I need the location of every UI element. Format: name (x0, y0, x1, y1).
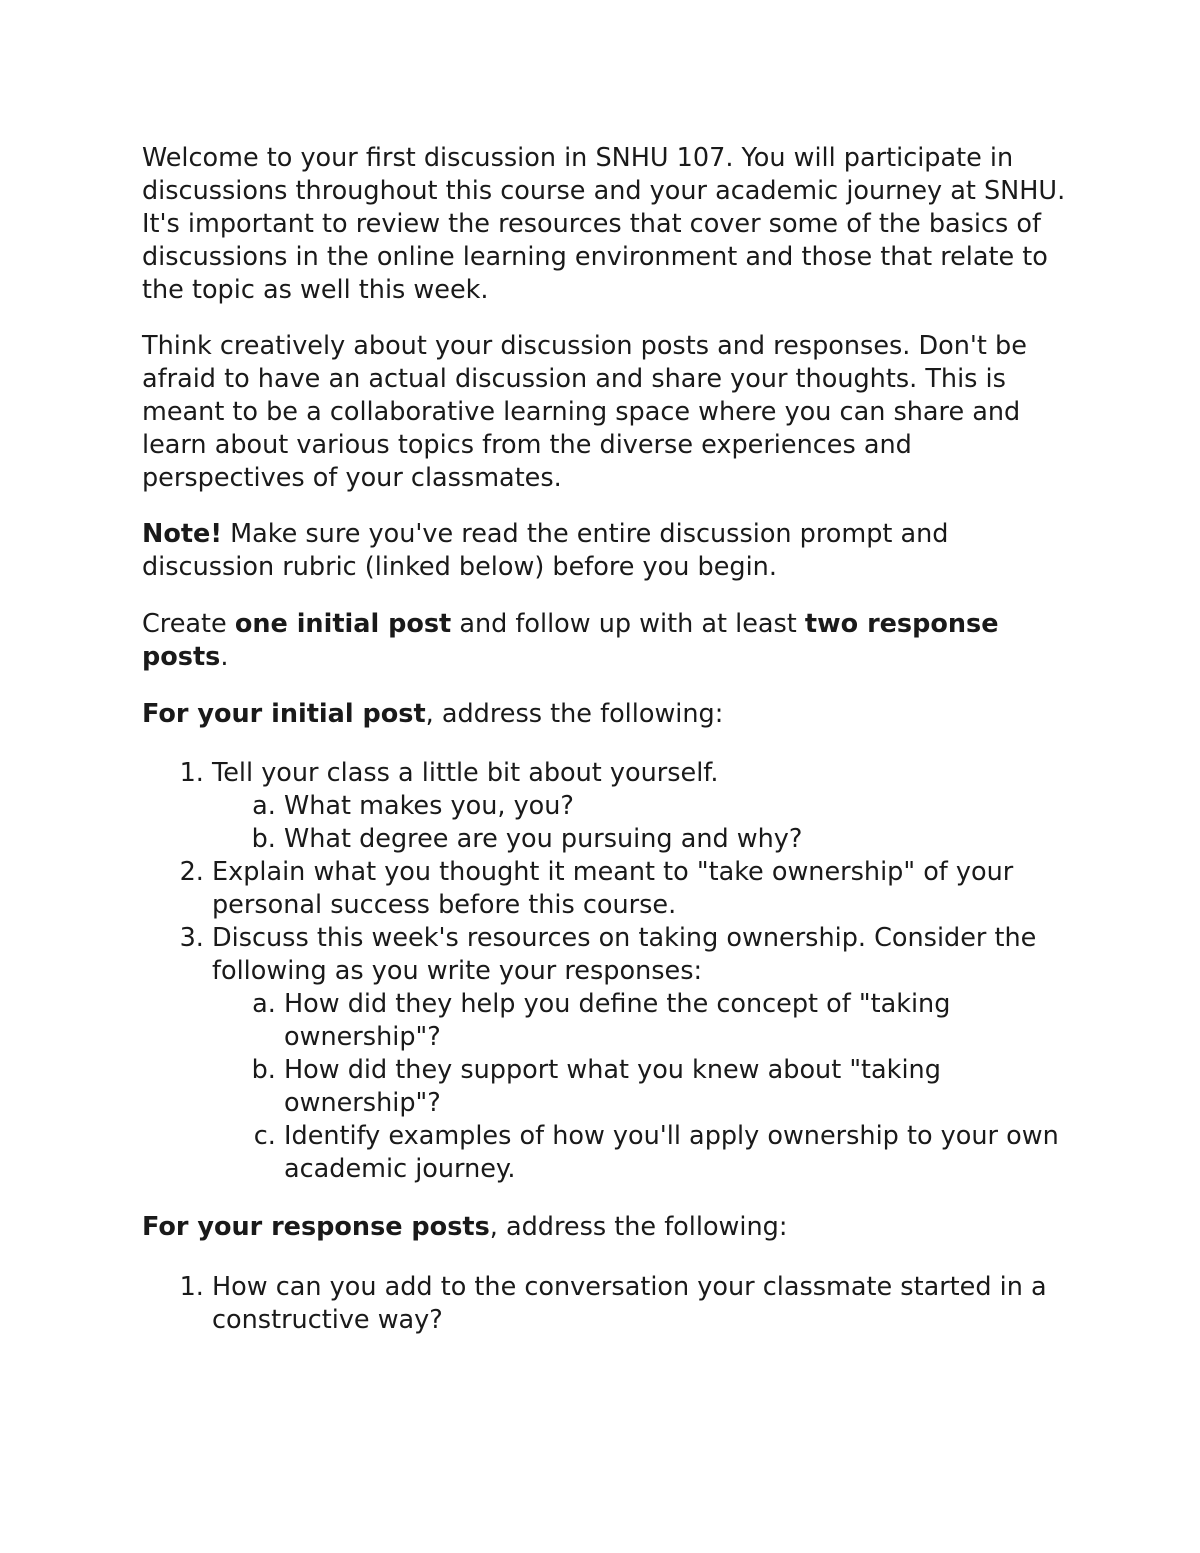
list-item (212, 856, 1082, 922)
list-item-text: Tell your class a little bit about yourself. (212, 758, 719, 788)
response-post-heading (142, 1211, 1082, 1244)
sub-list-item: a. How did they help you define the concept of "taking ownership"? (284, 988, 1082, 1054)
list-item-text: Explain what you thought it meant to "take ownership" of your personal success before this course. (212, 857, 1014, 920)
list-item (212, 1271, 1082, 1337)
sub-list-item: c. Identify examples of how you'll apply ownership to your own academic journey. (284, 1120, 1082, 1186)
initial-heading-rest: , address the following: (425, 699, 724, 729)
create-pre: Create (142, 609, 235, 639)
response-post-list (142, 1271, 1082, 1337)
intro-paragraph: Welcome to your first discussion in SNHU 107. You will participate in discussions throughout this course and your academic journey at SNHU. It's important to review the resources that cover some of the basics of discussions in the online learning environment and those that relate to the topic as well this week. (142, 143, 1066, 305)
initial-post-list (142, 757, 1082, 1186)
note-paragraph (142, 518, 1082, 584)
create-bold-initial: one initial post (234, 609, 452, 639)
sub-list-item: a. What makes you, you? (284, 790, 1082, 823)
creative-paragraph: Think creatively about your discussion posts and responses. Don't be afraid to have an actual discussion and share your thoughts. This is meant to be a collaborative learning space where you can share and learn about various topics from the diverse experiences and perspectives of your classmates. (142, 331, 1027, 493)
sub-list-item: b. What degree are you pursuing and why? (284, 823, 1082, 856)
response-heading-bold: For your response posts (142, 1212, 490, 1242)
sub-list-item: b. How did they support what you knew about "taking ownership"? (284, 1054, 1082, 1120)
list-item (212, 757, 1082, 856)
list-item (212, 922, 1082, 1186)
initial-heading-bold: For your initial post (142, 699, 426, 729)
note-label: Note! (142, 519, 222, 549)
sub-list (212, 790, 1082, 856)
note-text: Make sure you've read the entire discussion prompt and discussion rubric (linked below) before you begin. (142, 519, 949, 582)
response-heading-rest: , address the following: (489, 1212, 788, 1242)
sub-list (212, 988, 1082, 1186)
create-mid: and follow up with at least (451, 609, 805, 639)
create-paragraph (142, 608, 1082, 674)
create-post: . (220, 642, 229, 672)
list-item-text: Discuss this week's resources on taking ownership. Consider the following as you write your responses: (212, 923, 1037, 986)
list-item-text: How can you add to the conversation your classmate started in a constructive way? (212, 1272, 1047, 1335)
initial-post-heading (142, 698, 1082, 731)
create-bold-response: two response posts (142, 609, 999, 672)
document-page (142, 142, 1082, 1361)
